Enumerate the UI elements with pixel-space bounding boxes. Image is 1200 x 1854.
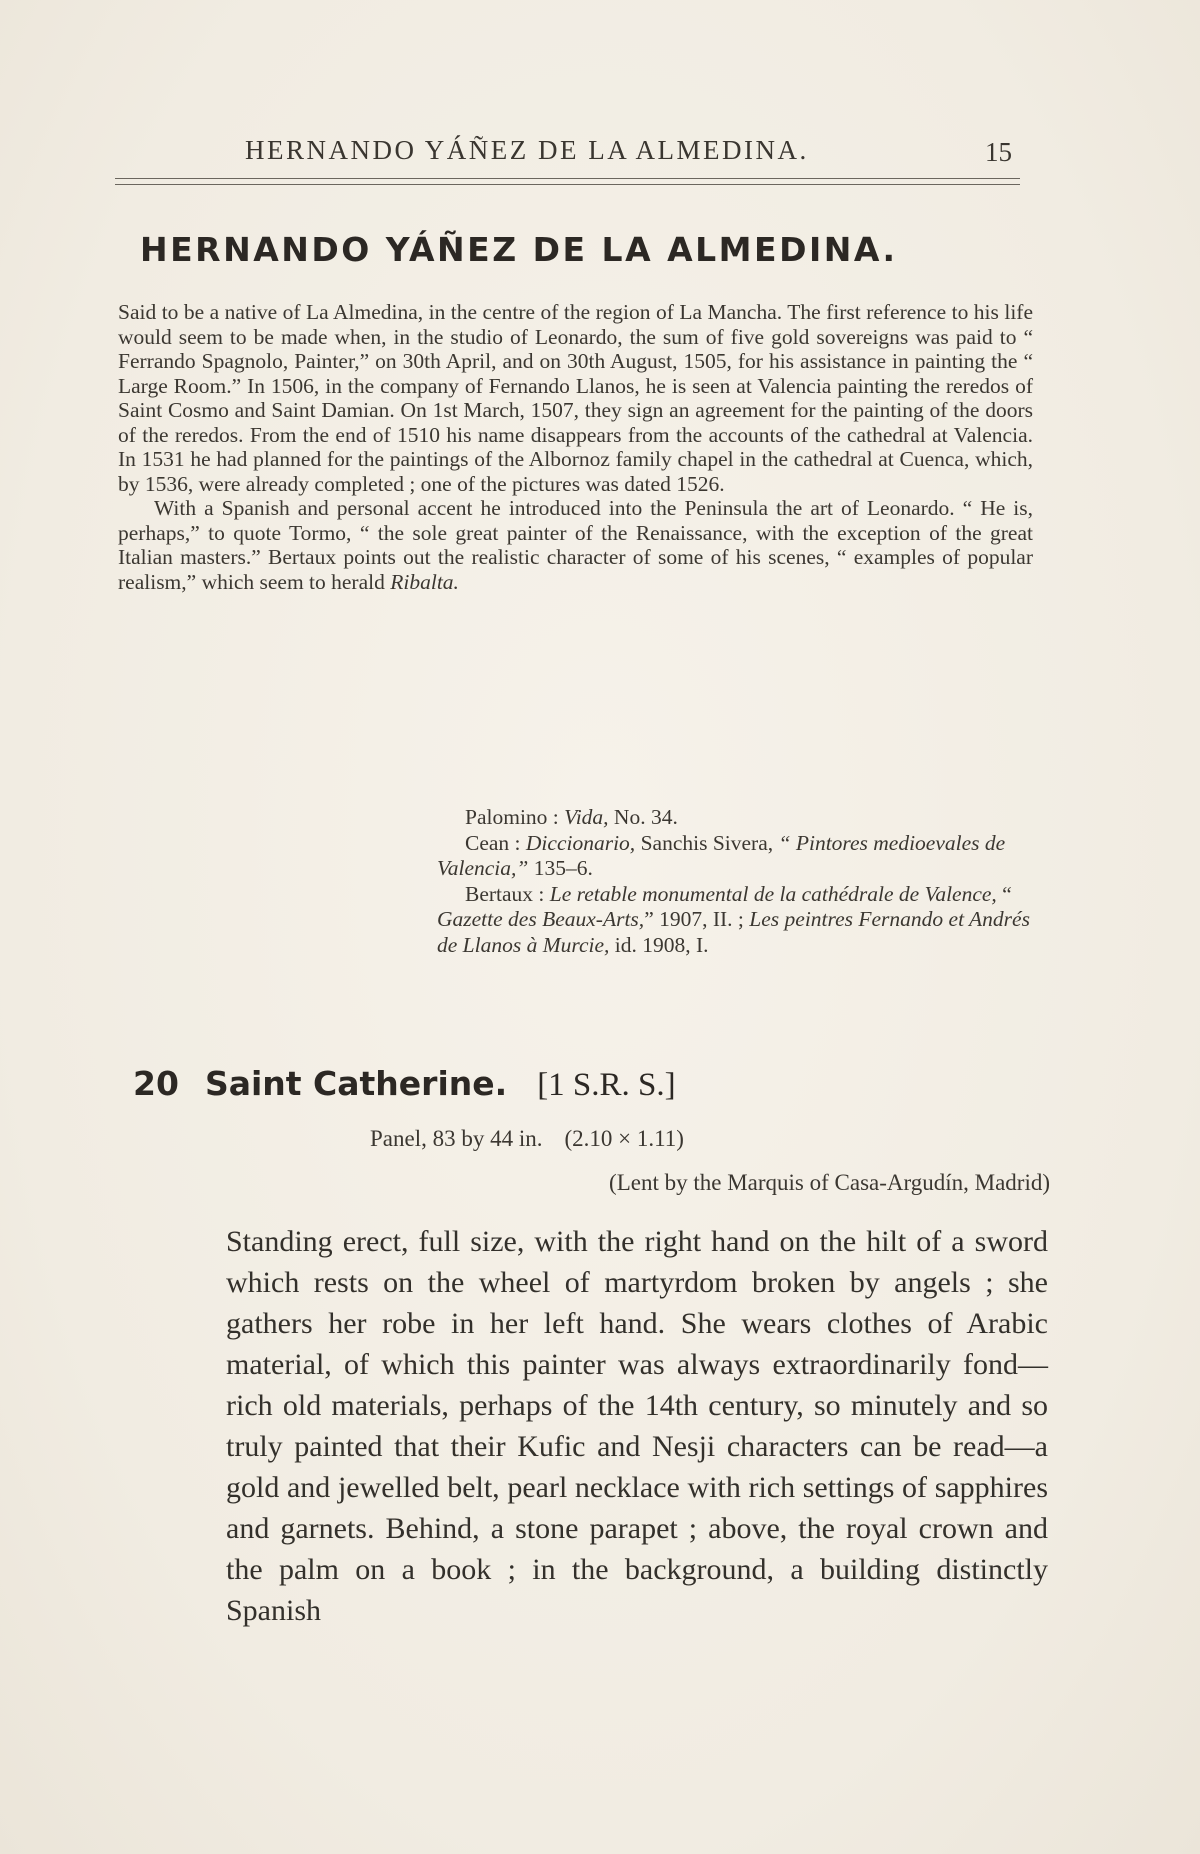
- ref-punct: “: [996, 881, 1012, 906]
- reference-bertaux: [437, 882, 1037, 959]
- ref-author: Sanchis Sivera,: [635, 830, 779, 855]
- ref-work: Le retable monumental de la cathédrale de Valence,: [549, 881, 997, 906]
- ref-work: Les peintres Fernando et Andrés de Llanos à Murcie,: [437, 907, 1030, 957]
- entry-description: Standing erect, full size, with the right hand on the hilt of a sword which rests on the wheel of martyrdom broken by angels ; she gathers her robe in her left hand. She wears clothes of Arabic material, of which this painter was always extraordinarily fond—rich old materials, perhaps of the 14th century, so minutely and so truly painted that their Kufic and Nesji characters can be read—a gold and jewelled belt, pearl necklace with rich settings of sapphires and garnets. Behind, a stone parapet ; above, the royal crown and the palm on a book ; in the background, a building distinctly Spanish: [226, 1225, 1048, 1627]
- entry-lender: (Lent by the Marquis of Casa-Argudín, Madrid): [609, 1170, 1050, 1195]
- entry-dimensions: [370, 1126, 684, 1152]
- running-head: HERNANDO YÁÑEZ DE LA ALMEDINA.: [245, 135, 809, 165]
- ref-work: “ Pintores medioevales de Valencia,”: [437, 830, 1006, 880]
- ref-work: Vida,: [564, 805, 609, 829]
- references: [437, 805, 1037, 958]
- biography: [118, 300, 1033, 594]
- entry-heading: [133, 1064, 676, 1104]
- dimensions-imperial: Panel, 83 by 44 in.: [370, 1126, 543, 1151]
- header-rule-thin: [115, 184, 1020, 185]
- header-rule: [115, 178, 1020, 179]
- ref-detail: ” 1907, II. ;: [644, 907, 750, 931]
- entry-code: [1 S.R. S.]: [537, 1067, 676, 1103]
- reference-cean: [437, 831, 1037, 882]
- ref-detail: id. 1908, I.: [609, 932, 709, 957]
- ref-author: Cean :: [465, 830, 526, 855]
- bio-paragraph-text: With a Spanish and personal accent he introduced into the Peninsula the art of Leonardo. “ He is, perhaps,” to quote Tormo, “ the sole great painter of the Renaissance, with the exception of the great Italian masters.” Bertaux points out the realistic character of some of his scenes, “ examples of popular realism,” which seem to herald: [118, 496, 1033, 594]
- ref-author: Palomino :: [465, 805, 565, 829]
- ref-detail: No. 34.: [608, 805, 678, 829]
- entry-title: Saint Catherine.: [204, 1064, 508, 1103]
- ref-author: Bertaux :: [465, 881, 550, 906]
- bio-italic-name: Ribalta.: [390, 569, 459, 594]
- reference-palomino: [437, 805, 1037, 831]
- ref-detail: 135–6.: [528, 856, 593, 880]
- section-title: HERNANDO YÁÑEZ DE LA ALMEDINA.: [140, 230, 898, 269]
- page-number: 15: [985, 137, 1012, 167]
- ref-work: Gazette des Beaux-Arts,: [437, 907, 645, 931]
- bio-paragraph: Said to be a native of La Almedina, in the centre of the region of La Mancha. The first reference to his life would seem to be made when, in the studio of Leonardo, the sum of five gold sovereigns was paid to “ Ferrando Spagnolo, Painter,” on 30th April, and on 30th August, 1505, for his assistance in painting the “ Large Room.” In 1506, in the company of Fernando Llanos, he is seen at Valencia painting the reredos of Saint Cosmo and Saint Damian. On 1st March, 1507, they sign an agreement for the painting of the doors of the reredos. From the end of 1510 his name disappears from the accounts of the cathedral at Valencia. In 1531 he had planned for the paintings of the Albornoz family chapel in the cathedral at Cuenca, which, by 1536, were already completed ; one of the pictures was dated 1526.: [118, 300, 1033, 496]
- entry-number: 20: [133, 1064, 179, 1103]
- ref-work: Diccionario,: [525, 830, 636, 855]
- bio-paragraph: [118, 496, 1033, 594]
- dimensions-metric: (2.10 × 1.11): [564, 1126, 684, 1151]
